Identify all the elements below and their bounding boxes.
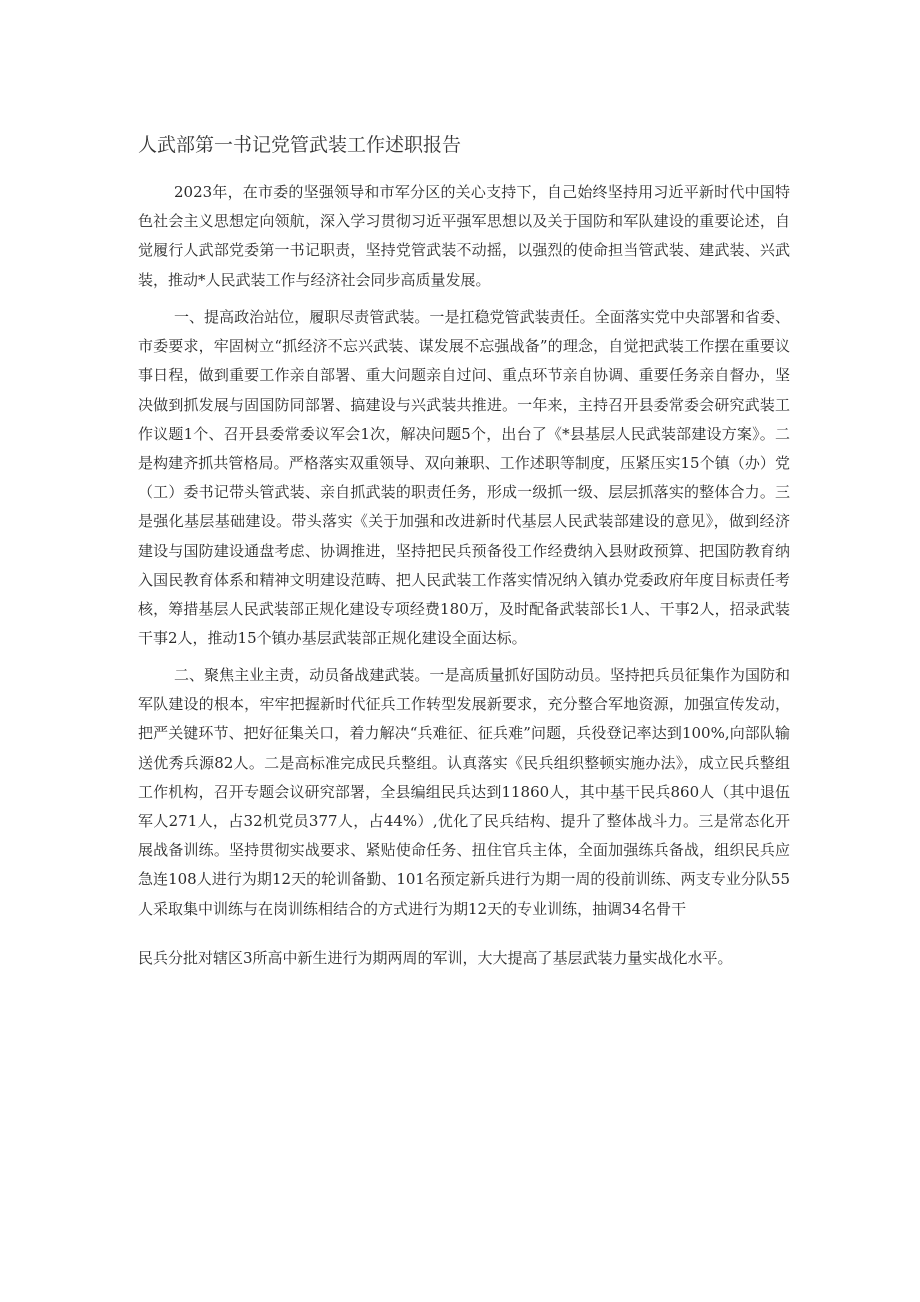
paragraph-intro	[138, 178, 790, 295]
paragraph-section-two	[138, 661, 790, 924]
paragraph-text: 二、聚焦主业主责，动员备战建武装。一是高质量抓好国防动员。坚持把兵员征集作为国防和军队建设的根本，牢牢把握新时代征兵工作转型发展新要求，充分整合军地资源，加强宣传发动，把严关键环节、把好征集关口，着力解决“兵难征、征兵难”问题，兵役登记率达到100%,向部队输送优秀兵源82人。二是高标准完成民兵整组。认真落实《民兵组织整顿实施办法》，成立民兵整组工作机构，召开专题会议研究部署，全县编组民兵达到11860人，其中基干民兵860人（其中退伍军人271人，占32机党员377人，占44%）,优化了民兵结构、提升了整体战斗力。三是常态化开展战备训练。坚持贯彻实战要求、紧贴使命任务、扭住官兵主体，全面加强练兵备战，组织民兵应急连108人进行为期12天的轮训备勤、101名预定新兵进行为期一周的役前训练、两支专业分队55人采取集中训练与在岗训练相结合的方式进行为期12天的专业训练，抽调34名骨干	[138, 666, 790, 918]
paragraph-text: 一、提高政治站位，履职尽责管武装。一是扛稳党管武装责任。全面落实党中央部署和省委、市委要求，牢固树立“抓经济不忘兴武装、谋发展不忘强战备”的理念，自觉把武装工作摆在重要议事日程，做到重要工作亲自部署、重大问题亲自过问、重点环节亲自协调、重要任务亲自督办，坚决做到抓发展与固国防同部署、搞建设与兴武装共推进。一年来，主持召开县委常委会研究武装工作议题1个、召开县委常委议军会1次，解决问题5个，出台了《*县基层人民武装部建设方案》。二是构建齐抓共管格局。严格落实双重领导、双向兼职、工作述职等制度，压紧压实15个镇（办）党（工）委书记带头管武装、亲自抓武装的职责任务，形成一级抓一级、层层抓落实的整体合力。三是强化基层基础建设。带头落实《关于加强和改进新时代基层人民武装部建设的意见》，做到经济建设与国防建设通盘考虑、协调推进，坚持把民兵预备役工作经费纳入县财政预算、把国防教育纳入国民教育体系和精神文明建设范畴、把人民武装工作落实情况纳入镇办党委政府年度目标责任考核，筹措基层人民武装部正规化建设专项经费180万，及时配备武装部长1人、干事2人，招录武装干事2人，推动15个镇办基层武装部正规化建设全面达标。	[138, 308, 790, 648]
paragraph-section-one	[138, 303, 790, 653]
paragraph-text: 民兵分批对辖区3所高中新生进行为期两周的军训，大大提高了基层武装力量实战化水平。	[138, 949, 733, 967]
paragraph-continuation	[138, 944, 790, 973]
document-title: 人武部第一书记党管武装工作述职报告	[138, 134, 462, 156]
paragraph-text: 2023年，在市委的坚强领导和市军分区的关心支持下，自己始终坚持用习近平新时代中国特色社会主义思想定向领航，深入学习贯彻习近平强军思想以及关于国防和军队建设的重要论述，自觉履行人武部党委第一书记职责，坚持党管武装不动摇，以强烈的使命担当管武装、建武装、兴武装，推动*人民武装工作与经济社会同步高质量发展。	[138, 183, 790, 289]
